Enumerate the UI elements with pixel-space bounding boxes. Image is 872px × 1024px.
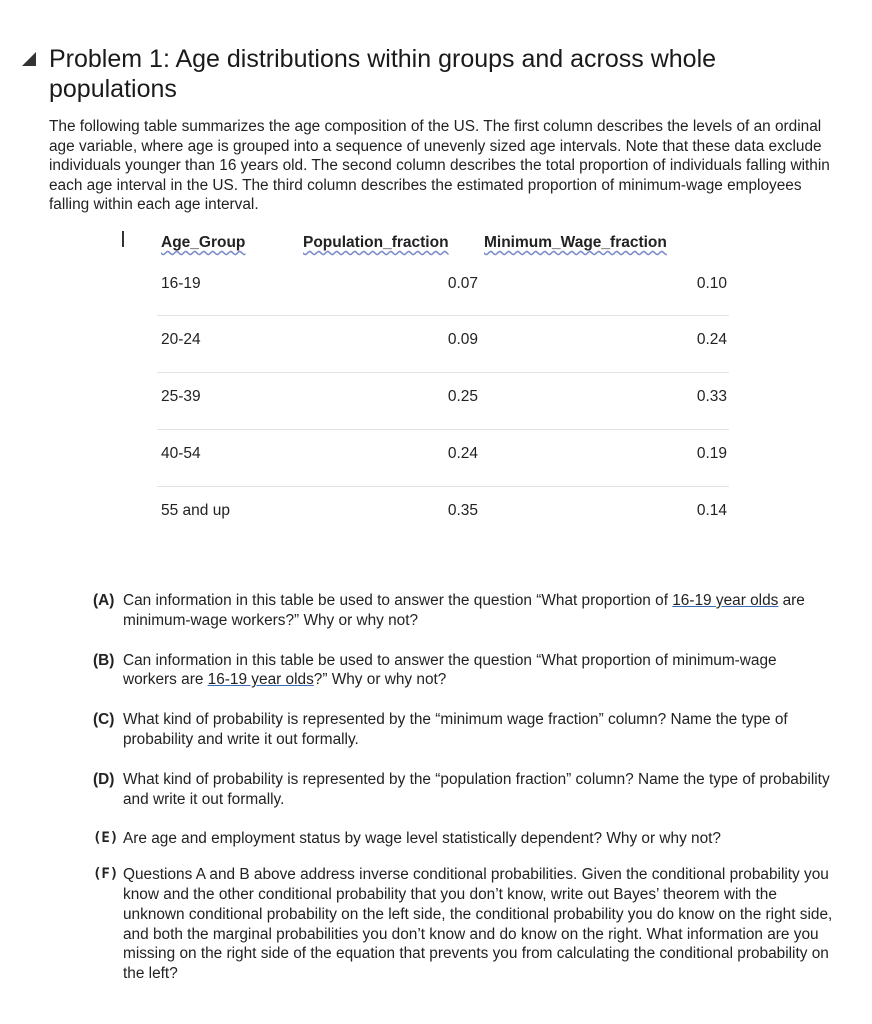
problem-title: Problem 1: Age distributions within groups and across whole populations — [49, 45, 717, 103]
age-group-cell: 20-24 — [157, 315, 299, 372]
age-table — [157, 228, 729, 543]
population-fraction-cell: 0.09 — [299, 315, 480, 372]
question-label: (D) — [93, 770, 115, 788]
table-row — [157, 372, 729, 429]
question-label: (F) — [93, 866, 119, 883]
problem-heading — [22, 44, 842, 104]
column-header-population-fraction: Population_fraction — [303, 234, 449, 251]
population-fraction-cell: 0.07 — [447, 275, 478, 292]
question-a — [93, 591, 833, 631]
column-header-age-group: Age_Group — [161, 234, 246, 251]
minimum-wage-fraction-cell: 0.10 — [696, 275, 727, 292]
question-text: ?” Why or why not? — [313, 671, 447, 689]
question-label: (C) — [93, 711, 115, 729]
population-fraction-cell: 0.25 — [299, 372, 480, 429]
table-header-row — [157, 228, 729, 258]
age-group-cell: 55 and up — [157, 486, 299, 543]
collapse-triangle-icon[interactable] — [22, 52, 36, 66]
question-text: are minimum-wage workers?” Why or why not? — [123, 592, 805, 629]
underlined-term: 16-19 year olds — [207, 671, 314, 689]
question-text: Are age and employment status by wage level statistically dependent? Why or why not? — [123, 830, 721, 848]
minimum-wage-fraction-cell: 0.24 — [480, 315, 729, 372]
question-text: Can information in this table be used to answer the question “What proportion of minimum-wage workers are — [123, 651, 777, 689]
age-group-cell: 40-54 — [157, 429, 299, 486]
table-row — [157, 315, 729, 372]
question-text: What kind of probability is represented by the “minimum wage fraction” column? Name the type of probability and write it out formally. — [123, 711, 788, 748]
minimum-wage-fraction-cell: 0.14 — [480, 486, 729, 543]
population-fraction-cell: 0.24 — [299, 429, 480, 486]
column-header-minimum-wage-fraction: Minimum_Wage_fraction — [484, 234, 667, 251]
question-text: Questions A and B above address inverse conditional probabilities. Given the conditional probability you know and the other conditional probability that you don’t know, write out Bayes’ theorem with the unknown conditional probability on the left side, the conditional probability you do know on the right side, and both the marginal probabilities you don’t know and do know on the right. What information are you missing on the right side of the equation that prevents you from calculating the conditional probability on the left? — [123, 866, 833, 983]
question-d — [93, 770, 833, 810]
question-b — [93, 651, 833, 691]
age-group-cell: 16-19 — [161, 275, 201, 292]
table-row — [157, 258, 729, 315]
question-e — [93, 829, 833, 849]
population-fraction-cell: 0.35 — [299, 486, 480, 543]
questions-list — [93, 591, 833, 1004]
question-label: (B) — [93, 651, 115, 669]
question-text: What kind of probability is represented by the “population fraction” column? Name the type of probability and write it out formally. — [123, 770, 830, 808]
text-cursor — [122, 231, 124, 247]
question-text: Can information in this table be used to answer the question “What proportion of — [123, 592, 673, 609]
question-label: (E) — [93, 830, 119, 847]
intro-paragraph: The following table summarizes the age composition of the US. The first column describes the levels of an ordinal age variable, where age is grouped into a sequence of unevenly sized age intervals. Note that these data exclude individuals younger than 16 years old. The second column describes the total proportion of individuals falling within each age interval in the US. The third column describes the estimated proportion of minimum-wage employees falling within each age interval. — [49, 118, 830, 213]
question-c — [93, 710, 833, 750]
underlined-term: 16-19 year olds — [672, 592, 779, 609]
question-f — [93, 865, 833, 984]
table-row — [157, 486, 729, 543]
minimum-wage-fraction-cell: 0.19 — [480, 429, 729, 486]
age-group-cell: 25-39 — [157, 372, 299, 429]
question-label: (A) — [93, 592, 115, 609]
table-row — [157, 429, 729, 486]
minimum-wage-fraction-cell: 0.33 — [480, 372, 729, 429]
